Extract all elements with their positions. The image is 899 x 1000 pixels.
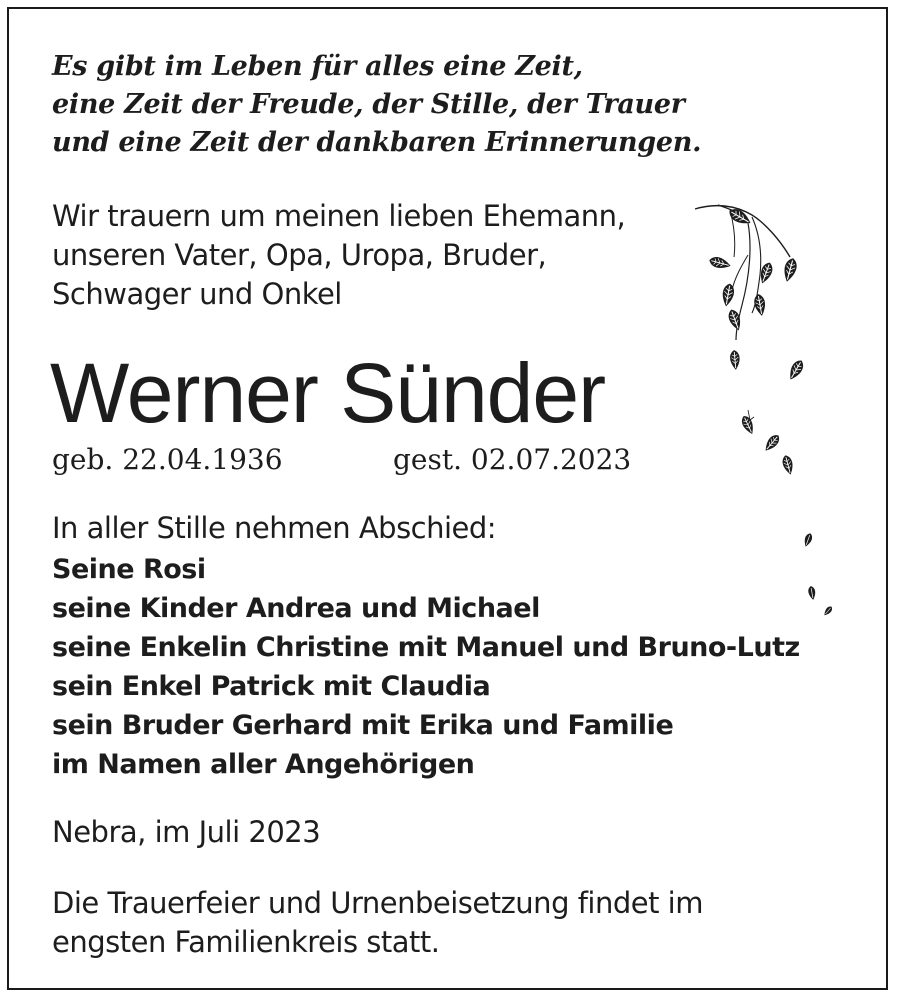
death-date: gest. 02.07.2023 — [393, 443, 632, 476]
birch-leaves-icon — [690, 195, 850, 625]
intro-line: unseren Vater, Opa, Uropa, Bruder, — [52, 238, 547, 272]
mourner-line: sein Bruder Gerhard mit Erika und Familie — [52, 710, 674, 741]
mourner-line: im Namen aller Angehörigen — [52, 749, 475, 780]
mourner-line: seine Enkelin Christine mit Manuel und Bruno-Lutz — [52, 632, 800, 663]
mourner-line: Seine Rosi — [52, 554, 206, 585]
quote-line: eine Zeit der Freude, der Stille, der Trauer — [52, 89, 685, 120]
mourners-list — [52, 550, 800, 784]
place-date: Nebra, im Juli 2023 — [52, 815, 321, 849]
birth-date: geb. 22.04.1936 — [52, 443, 283, 476]
quote-block — [52, 48, 701, 162]
ceremony-line: engsten Familienkreis statt. — [52, 925, 440, 959]
deceased-name: Werner Sünder — [50, 346, 606, 440]
life-dates — [52, 440, 632, 480]
intro-line: Wir trauern um meinen lieben Ehemann, — [52, 199, 626, 233]
mourner-line: seine Kinder Andrea und Michael — [52, 593, 540, 624]
mourner-line: sein Enkel Patrick mit Claudia — [52, 671, 491, 702]
intro-block — [52, 197, 625, 314]
quote-line: Es gibt im Leben für alles eine Zeit, — [52, 51, 583, 82]
ceremony-line: Die Trauerfeier und Urnenbeisetzung findet im — [52, 886, 703, 920]
ceremony-note — [52, 884, 703, 962]
quote-line: und eine Zeit der dankbaren Erinnerungen. — [52, 127, 702, 158]
intro-line: Schwager und Onkel — [52, 277, 342, 311]
farewell-heading: In aller Stille nehmen Abschied: — [52, 511, 497, 545]
